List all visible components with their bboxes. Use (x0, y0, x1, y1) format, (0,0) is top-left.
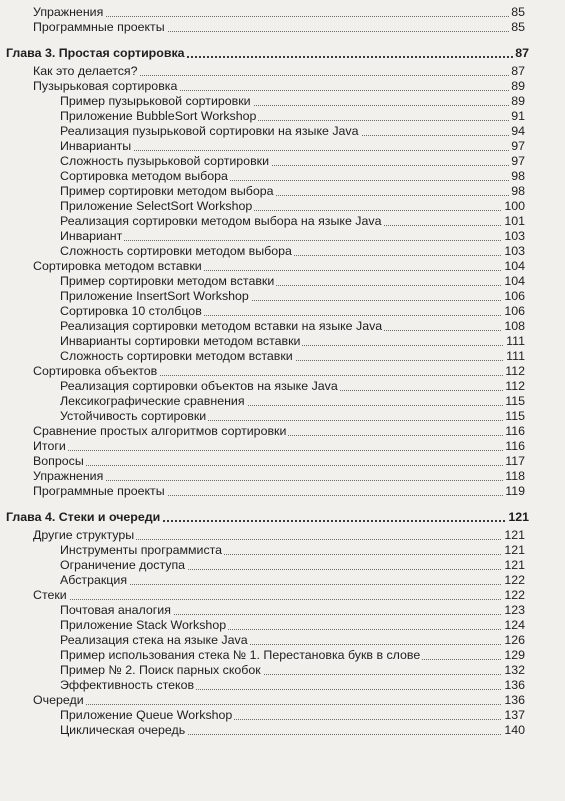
entry-page-number: 91 (511, 109, 525, 123)
subsection-entry (0, 244, 565, 259)
entry-title: Приложение Stack Workshop (60, 618, 227, 632)
entry-title: Сложность сортировки методом выбора (60, 244, 292, 258)
entry-page-number: 137 (504, 708, 525, 722)
section-entry (0, 424, 565, 439)
entry-title: Пример пузырьковой сортировки (60, 94, 251, 108)
entry-page-number: 115 (505, 394, 525, 408)
entry-title: Программные проекты (33, 20, 165, 34)
subsection-entry (0, 94, 565, 109)
section-entry (0, 469, 565, 484)
subsection-entry (0, 379, 565, 394)
entry-page-number: 106 (504, 304, 525, 318)
entry-page-number: 121 (504, 543, 525, 557)
entry-page-number: 112 (505, 364, 525, 378)
entry-title: Реализация пузырьковой сортировки на языке Java (60, 124, 359, 138)
entry-title: Итоги (33, 439, 66, 453)
entry-page-number: 101 (504, 214, 525, 228)
entry-page-number: 118 (505, 469, 525, 483)
entry-page-number: 103 (504, 229, 525, 243)
entry-title: Реализация сортировки методом выбора на языке Java (60, 214, 382, 228)
entry-title: Глава 4. Стеки и очереди (6, 510, 161, 524)
entry-page-number: 89 (511, 94, 525, 108)
entry-title: Реализация сортировки методом вставки на языке Java (60, 319, 383, 333)
subsection-entry (0, 663, 565, 678)
section-entry (0, 439, 565, 454)
entry-title: Эффективность стеков (60, 678, 195, 692)
entry-title: Сортировка объектов (33, 364, 158, 378)
subsection-entry (0, 618, 565, 633)
entry-title: Сортировка 10 столбцов (60, 304, 202, 318)
section-entry (0, 588, 565, 603)
entry-title: Приложение InsertSort Workshop (60, 289, 249, 303)
entry-page-number: 98 (511, 169, 525, 183)
subsection-entry (0, 229, 565, 244)
entry-title: Инструменты программиста (60, 543, 223, 557)
subsection-entry (0, 409, 565, 424)
entry-page-number: 85 (511, 20, 525, 34)
entry-title: Ограничение доступа (60, 558, 186, 572)
entry-page-number: 89 (511, 79, 525, 93)
subsection-entry (0, 304, 565, 319)
entry-page-number: 85 (511, 5, 525, 19)
entry-page-number: 97 (511, 139, 525, 153)
entry-page-number: 111 (506, 349, 525, 363)
subsection-entry (0, 708, 565, 723)
entry-page-number: 140 (504, 723, 525, 737)
entry-title: Очереди (33, 693, 84, 707)
entry-title: Абстракция (60, 573, 128, 587)
dot-leader (33, 450, 525, 451)
entry-title: Стеки (33, 588, 67, 602)
subsection-entry (0, 319, 565, 334)
subsection-entry (0, 214, 565, 229)
entry-title: Вопросы (33, 454, 84, 468)
entry-title: Приложение SelectSort Workshop (60, 199, 253, 213)
entry-page-number: 116 (505, 424, 525, 438)
entry-page-number: 117 (505, 454, 525, 468)
entry-page-number: 124 (504, 618, 525, 632)
entry-title: Упражнения (33, 5, 104, 19)
entry-page-number: 106 (504, 289, 525, 303)
entry-title: Сортировка методом выбора (60, 169, 228, 183)
entry-title: Приложение Queue Workshop (60, 708, 233, 722)
subsection-entry (0, 199, 565, 214)
entry-title: Реализация сортировки объектов на языке Java (60, 379, 338, 393)
section-entry (0, 79, 565, 94)
entry-page-number: 87 (511, 64, 525, 78)
entry-title: Инвариант (60, 229, 123, 243)
subsection-entry (0, 109, 565, 124)
section-entry (0, 454, 565, 469)
subsection-entry (0, 349, 565, 364)
entry-title: Циклическая очередь (60, 723, 186, 737)
chapter-entry (0, 46, 565, 61)
entry-page-number: 121 (504, 558, 525, 572)
entry-page-number: 136 (504, 678, 525, 692)
entry-title: Глава 3. Простая сортировка (6, 46, 185, 60)
entry-page-number: 123 (504, 603, 525, 617)
entry-page-number: 108 (504, 319, 525, 333)
section-entry (0, 5, 565, 20)
entry-title: Инварианты сортировки методом вставки (60, 334, 301, 348)
entry-page-number: 98 (511, 184, 525, 198)
subsection-entry (0, 394, 565, 409)
entry-title: Другие структуры (33, 528, 135, 542)
entry-title: Приложение BubbleSort Workshop (60, 109, 257, 123)
entry-title: Лексикографические сравнения (60, 394, 245, 408)
subsection-entry (0, 169, 565, 184)
entry-title: Сложность пузырьковой сортировки (60, 154, 269, 168)
section-entry (0, 64, 565, 79)
entry-title: Программные проекты (33, 484, 165, 498)
entry-page-number: 100 (504, 199, 525, 213)
table-of-contents (0, 5, 565, 738)
subsection-entry (0, 334, 565, 349)
section-entry (0, 259, 565, 274)
entry-title: Почтовая аналогия (60, 603, 171, 617)
subsection-entry (0, 723, 565, 738)
entry-page-number: 122 (504, 588, 525, 602)
entry-title: Сравнение простых алгоритмов сортировки (33, 424, 287, 438)
subsection-entry (0, 184, 565, 199)
entry-title: Пример использования стека № 1. Перестановка букв в слове (60, 648, 421, 662)
entry-page-number: 104 (504, 274, 525, 288)
entry-page-number: 103 (504, 244, 525, 258)
dot-leader (60, 584, 525, 585)
chapter-entry (0, 510, 565, 525)
entry-page-number: 136 (504, 693, 525, 707)
section-entry (0, 364, 565, 379)
entry-page-number: 115 (505, 409, 525, 423)
entry-page-number: 94 (511, 124, 525, 138)
subsection-entry (0, 633, 565, 648)
entry-page-number: 129 (504, 648, 525, 662)
entry-page-number: 121 (504, 528, 525, 542)
entry-title: Пример № 2. Поиск парных скобок (60, 663, 261, 677)
subsection-entry (0, 124, 565, 139)
subsection-entry (0, 558, 565, 573)
subsection-entry (0, 154, 565, 169)
entry-page-number: 104 (504, 259, 525, 273)
entry-title: Пузырьковая сортировка (33, 79, 178, 93)
entry-title: Сортировка методом вставки (33, 259, 202, 273)
subsection-entry (0, 139, 565, 154)
entry-page-number: 112 (505, 379, 525, 393)
dot-leader (60, 240, 525, 241)
entry-title: Устойчивость сортировки (60, 409, 207, 423)
entry-page-number: 97 (511, 154, 525, 168)
dot-leader (33, 16, 525, 17)
dot-leader (33, 599, 525, 600)
entry-title: Пример сортировки методом вставки (60, 274, 275, 288)
subsection-entry (0, 648, 565, 663)
dot-leader (33, 465, 525, 466)
entry-page-number: 119 (505, 484, 525, 498)
section-entry (0, 20, 565, 35)
entry-page-number: 116 (505, 439, 525, 453)
entry-title: Упражнения (33, 469, 104, 483)
dot-leader (33, 480, 525, 481)
entry-page-number: 132 (504, 663, 525, 677)
subsection-entry (0, 289, 565, 304)
subsection-entry (0, 543, 565, 558)
entry-page-number: 121 (508, 510, 529, 524)
section-entry (0, 528, 565, 543)
entry-page-number: 122 (504, 573, 525, 587)
subsection-entry (0, 603, 565, 618)
entry-page-number: 126 (504, 633, 525, 647)
section-entry (0, 484, 565, 499)
entry-title: Инварианты (60, 139, 132, 153)
entry-title: Как это делается? (33, 64, 138, 78)
section-entry (0, 693, 565, 708)
entry-title: Пример сортировки методом выбора (60, 184, 274, 198)
entry-page-number: 87 (515, 46, 529, 60)
subsection-entry (0, 274, 565, 289)
entry-title: Сложность сортировки методом вставки (60, 349, 293, 363)
entry-page-number: 111 (506, 334, 525, 348)
entry-title: Реализация стека на языке Java (60, 633, 248, 647)
subsection-entry (0, 573, 565, 588)
subsection-entry (0, 678, 565, 693)
dot-leader (33, 704, 525, 705)
